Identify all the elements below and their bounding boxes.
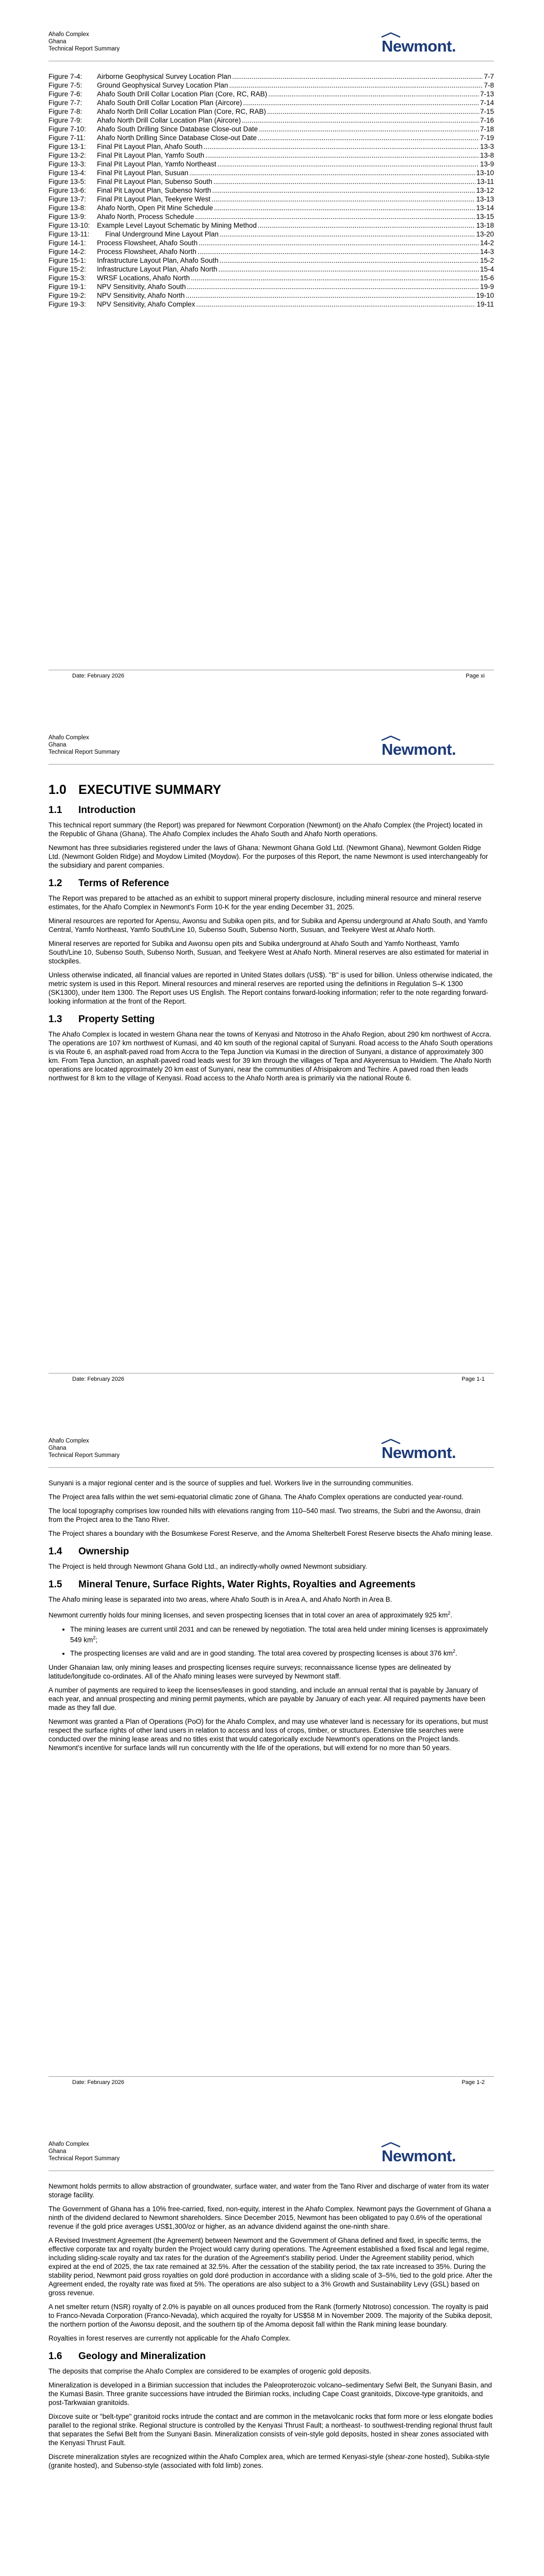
toc-dot-leader bbox=[199, 239, 479, 247]
toc-figure-number: Figure 13-1: bbox=[48, 143, 86, 150]
toc-figure-number: Figure 7-11: bbox=[48, 134, 86, 142]
toc-figure-title: Example Level Layout Schematic by Mining Method bbox=[97, 222, 257, 229]
toc-dot-leader bbox=[186, 291, 475, 300]
footer-page-number: Page xi bbox=[466, 673, 485, 679]
toc-page-number: 14-2 bbox=[480, 239, 494, 247]
toc-dot-leader bbox=[229, 81, 483, 90]
toc-entry[interactable] bbox=[48, 133, 494, 142]
toc-entry[interactable] bbox=[48, 265, 494, 274]
paragraph: A number of payments are required to keep the licenses/leases in good standing, and include an annual rental that is payable by January of each year, and annual prospecting and mining permit payments, which are payable by January of each year. All required payments have been made as they fall due. bbox=[48, 1686, 486, 1711]
toc-page-number: 13-10 bbox=[476, 169, 494, 177]
toc-dot-leader bbox=[268, 90, 479, 98]
logo-mark-icon bbox=[381, 736, 401, 741]
header-line-2: Ghana bbox=[48, 2148, 67, 2155]
toc-figure-number: Figure 13-8: bbox=[48, 204, 86, 212]
toc-dot-leader bbox=[214, 204, 475, 212]
page-3 bbox=[0, 1406, 544, 2110]
toc-entry[interactable] bbox=[48, 98, 494, 107]
toc-page-number: 19-11 bbox=[476, 300, 494, 308]
logo-mark-icon bbox=[381, 32, 401, 38]
paragraph: Newmont was granted a Plan of Operations (PoO) for the Ahafo Complex, and may use whatever land is necessary for its operations, but must respect the surface rights of other land users in relation to access and loss of crops, timber, or structures. Extensive title searches were conducted over the mining lease areas and no titles exist that would categorically exclude Newmont's operations on the Project lands. Newmont's incentive for surface lands will run concurrently with the life of the operations, but will extend for no more than 50 years. bbox=[48, 1717, 488, 1752]
toc-page-number: 7-19 bbox=[480, 134, 494, 142]
paragraph: Newmont currently holds four mining licenses, and seven prospecting licenses that in total cover an area of approximately 925 $km^2$. bbox=[48, 1611, 453, 1619]
toc-figure-title: Final Pit Layout Plan, Yamfo South bbox=[97, 151, 205, 159]
paragraph: The Ahafo Complex is located in western Ghana near the towns of Kenyasi and Ntotroso in the Ahafo Region, about 290 km northwest of Accra. The operations are 107 km northwest of Kumasi, and 40 km south of the regional capital of Sunyani. Road access to the Ahafo South operations is via Route 6, an asphalt-paved road from Accra to the Tepa Junction via Kumasi in the direction of Sunyani, a distance of approximately 300 km. From Tepa Junction, an asphalt-paved road leads west for 39 km through the villages of Tepa and Akyerensua to Hwidiem. The Ahafo North operations are located approximately 20 km east of Sunyani, near the communities of Afrisipakrom and Techire. A paved road then leads northwest for 8 km to the village of Kenyasi. Road access to the Ahafo North area is primarily via the national Route 6. bbox=[48, 1030, 493, 1082]
toc-dot-leader bbox=[217, 160, 479, 168]
toc-figure-number: Figure 7-9: bbox=[48, 116, 83, 124]
toc-entry[interactable] bbox=[48, 256, 494, 265]
paragraph: The Project is held through Newmont Ghana Gold Ltd., an indirectly-wholly owned Newmont subsidiary. bbox=[48, 1563, 368, 1570]
toc-figure-number: Figure 14-1: bbox=[48, 239, 86, 247]
toc-dot-leader bbox=[243, 98, 479, 107]
toc-page-number: 7-16 bbox=[480, 116, 494, 124]
page-header bbox=[48, 1437, 120, 1459]
toc-dot-leader bbox=[232, 72, 483, 81]
toc-dot-leader bbox=[189, 168, 475, 177]
toc-figure-title: Infrastructure Layout Plan, Ahafo South bbox=[97, 257, 219, 264]
header-line-2: Ghana bbox=[48, 742, 67, 748]
toc-figure-number: Figure 7-5: bbox=[48, 81, 83, 89]
page-header bbox=[48, 2141, 120, 2162]
toc-dot-leader bbox=[213, 177, 476, 186]
toc-figure-number: Figure 13-5: bbox=[48, 178, 86, 185]
toc-figure-title: Airborne Geophysical Survey Location Plan bbox=[97, 73, 232, 80]
header-line-1: Ahafo Complex bbox=[48, 735, 89, 741]
toc-entry[interactable] bbox=[48, 125, 494, 133]
paragraph: The Government of Ghana has a 10% free-carried, fixed, non-equity, interest in the Ahafo Complex. Newmont pays the Government of Ghana a ninth of the dividend declared to Newmont shareholders. Since December 2015, Newmont has been obligated to pay 0.6% of the operational revenue if the gold price averages US$1,300/oz or higher, as an advance dividend against the one-ninth share. bbox=[48, 2205, 491, 2230]
paragraph: A net smelter return (NSR) royalty of 2.0% is payable on all ounces produced from the Rank (formerly Ntotroso) concession. The royalty is paid to Franco-Nevada Corporation (Franco-Nevada), which acquired the royalty for US$58 M in November 2009. The majority of the Subika deposit, the northern portion of the Awonsu deposit, and the southern tip of the Amoma deposit fall within the Rank mining lease boundary. bbox=[48, 2303, 492, 2328]
header-line-3: Technical Report Summary bbox=[48, 2156, 120, 2162]
logo-mark-icon bbox=[381, 2142, 401, 2147]
paragraph: The Ahafo mining lease is separated into two areas, where Ahafo South is in Area A, and Ahafo North in Area B. bbox=[48, 1596, 392, 1603]
toc-figure-title: Ahafo North Drill Collar Location Plan (Aircore) bbox=[97, 116, 241, 124]
section-heading-1-2: 1.2 Terms of Reference bbox=[48, 878, 169, 889]
paragraph: Royalties in forest reserves are currently not applicable for the Ahafo Complex. bbox=[48, 2334, 291, 2342]
toc-entry[interactable] bbox=[48, 160, 494, 168]
toc-figure-title: Final Pit Layout Plan, Teekyere West bbox=[97, 195, 211, 203]
toc-page-number: 19-10 bbox=[476, 292, 494, 299]
footer-rule bbox=[48, 2076, 494, 2077]
toc-figure-title: Ground Geophysical Survey Location Plan bbox=[97, 81, 228, 89]
toc-dot-leader bbox=[220, 230, 475, 239]
toc-figure-number: Figure 7-7: bbox=[48, 99, 83, 107]
paragraph: Sunyani is a major regional center and is the source of supplies and fuel. Workers live in the surrounding communities. bbox=[48, 1479, 414, 1487]
toc-page-number: 13-8 bbox=[480, 151, 494, 159]
list-of-figures bbox=[48, 72, 494, 309]
footer-page-number: Page 1-2 bbox=[461, 2079, 485, 2086]
paragraph: Newmont holds permits to allow abstraction of groundwater, surface water, and water from the Tano River and discharge of water from its water storage facility. bbox=[48, 2182, 489, 2199]
footer-rule bbox=[48, 1373, 494, 1374]
footer-date: Date: February 2026 bbox=[72, 673, 124, 679]
page-body bbox=[48, 783, 494, 1088]
list-item: • The mining leases are current until 2031 and can be renewed by negotiation. The total area held under mining licenses is approximately 549 $km^2$; bbox=[70, 1625, 494, 1645]
section-heading-1-4: 1.4 Ownership bbox=[48, 1546, 129, 1557]
footer-date: Date: February 2026 bbox=[72, 2079, 124, 2086]
toc-entry[interactable] bbox=[48, 107, 494, 116]
toc-dot-leader bbox=[204, 142, 479, 151]
paragraph: The local topography comprises low rounded hills with elevations ranging from 110–540 masl. Two streams, the Subri and the Awonsu, drain from the Project area to the Tano River. bbox=[48, 1507, 481, 1523]
footer-date: Date: February 2026 bbox=[72, 1376, 124, 1382]
paragraph: Dixcove suite or "belt-type" granitoid rocks intrude the contact and are common in the metavolcanic rocks that form more or less elongate bodies parallel to the regional strike. Regional structure is controlled by the Kenyasi Thrust Fault; a northeast- to southwest-trending regional thrust fault that separates the Sefwi Belt from the Sunyani Basin. Mineralization consists of vein-style gold deposits, hosted in shear zones associated with the Kenyasi Thrust Fault. bbox=[48, 2413, 493, 2447]
toc-figure-number: Figure 13-7: bbox=[48, 195, 86, 203]
page-header bbox=[48, 31, 120, 53]
toc-figure-title: Infrastructure Layout Plan, Ahafo North bbox=[97, 265, 218, 273]
toc-dot-leader bbox=[211, 195, 475, 204]
header-line-1: Ahafo Complex bbox=[48, 31, 89, 38]
toc-page-number: 7-15 bbox=[480, 108, 494, 115]
toc-entry[interactable] bbox=[48, 274, 494, 282]
toc-figure-title: WRSF Locations, Ahafo North bbox=[97, 274, 190, 282]
toc-figure-number: Figure 13-10: bbox=[48, 222, 90, 229]
newmont-logo: Newmont. bbox=[382, 740, 456, 759]
newmont-logo: Newmont. bbox=[382, 2147, 456, 2165]
toc-entry[interactable] bbox=[48, 90, 494, 98]
toc-dot-leader bbox=[258, 133, 479, 142]
paragraph: Discrete mineralization styles are recognized within the Ahafo Complex area, which are termed Kenyasi-style (shear-zone hosted), Subika-style (granite hosted), and Subenso-style (associated with fold limb) zones. bbox=[48, 2453, 490, 2469]
toc-dot-leader bbox=[195, 212, 475, 221]
toc-figure-title: NPV Sensitivity, Ahafo North bbox=[97, 292, 185, 299]
paragraph: The Report was prepared to be attached as an exhibit to support mineral property disclosure, including mineral resource and mineral reserve estimates, for the Ahafo Complex in Newmont's Form 10-K for the year ending December 31, 2025. bbox=[48, 894, 482, 911]
toc-page-number: 7-7 bbox=[484, 73, 494, 80]
toc-dot-leader bbox=[191, 274, 479, 282]
toc-figure-title: Ahafo North, Process Schedule bbox=[97, 213, 194, 221]
toc-figure-number: Figure 13-11: bbox=[48, 230, 90, 238]
toc-figure-title: Final Pit Layout Plan, Subenso South bbox=[97, 178, 212, 185]
toc-page-number: 15-2 bbox=[480, 257, 494, 264]
toc-figure-number: Figure 7-6: bbox=[48, 90, 83, 98]
toc-entry[interactable] bbox=[48, 186, 494, 195]
toc-figure-title: Ahafo South Drill Collar Location Plan (Aircore) bbox=[97, 99, 242, 107]
toc-page-number: 14-3 bbox=[480, 248, 494, 256]
toc-figure-title: Ahafo South Drill Collar Location Plan (Core, RC, RAB) bbox=[97, 90, 268, 98]
toc-figure-number: Figure 15-3: bbox=[48, 274, 86, 282]
list-item: • The prospecting licenses are valid and are in good standing. The total area covered by prospecting licenses is about 376 $km^2$. bbox=[70, 1647, 494, 1658]
toc-entry[interactable] bbox=[48, 230, 494, 239]
toc-figure-number: Figure 14-2: bbox=[48, 248, 86, 256]
header-line-3: Technical Report Summary bbox=[48, 1452, 120, 1459]
toc-figure-number: Figure 7-4: bbox=[48, 73, 83, 80]
toc-dot-leader bbox=[197, 247, 479, 256]
logo-mark-icon bbox=[381, 1439, 401, 1444]
toc-figure-title: Ahafo North Drill Collar Location Plan (Core, RC, RAB) bbox=[97, 108, 266, 115]
toc-figure-number: Figure 13-2: bbox=[48, 151, 86, 159]
toc-entry[interactable] bbox=[48, 300, 494, 309]
toc-dot-leader bbox=[218, 265, 479, 274]
toc-figure-number: Figure 13-4: bbox=[48, 169, 86, 177]
section-heading-1-3: 1.3 Property Setting bbox=[48, 1014, 155, 1025]
footer-page-number: Page 1-1 bbox=[461, 1376, 485, 1382]
page-body bbox=[48, 1479, 494, 1757]
toc-page-number: 13-9 bbox=[480, 160, 494, 168]
toc-dot-leader bbox=[187, 282, 479, 291]
paragraph: Mineral resources are reported for Apensu, Awonsu and Subika open pits, and for Subika and Apensu underground at Ahafo South, and Yamfo Central, Yamfo Northeast, Yamfo South/Line 10, Subenso South, Subenso North, Susuan, and Teekyere West at Ahafo North. bbox=[48, 917, 488, 934]
toc-figure-title: Process Flowsheet, Ahafo South bbox=[97, 239, 198, 247]
toc-figure-number: Figure 7-10: bbox=[48, 125, 86, 133]
paragraph: Unless otherwise indicated, all financial values are reported in United States dollars (US$). "B" is used for billion. Unless otherwise indicated, the metric system is used in this Report. Mineral resources and mineral reserves are reported using the definitions in Regulation S–K 1300 (SK1300), under Item 1300. The Report uses US English. The Report contains forward-looking information; refer to the note regarding forward-looking information at the front of the Report. bbox=[48, 971, 493, 1005]
paragraph: A Revised Investment Agreement (the Agreement) between Newmont and the Government of Ghana defined and fixed, in specific terms, the effective corporate tax and royalty burden the Project would carry during operations. The Agreement established a fixed fiscal and legal regime, including sliding-scale royalty and tax rates for the duration of the Agreement's stability period. Under the Agreement stability period, which expired at the end of 2025, the tax rate remained at 32.5%. After the cessation of the stability period, the tax rate increased to 35%. During the stability period, Newmont paid gross royalties on gold doré production in accordance with a sliding scale of 3–5%, tied to the gold price. After the Agreement ended, the royalty rate was fixed at 5%. The operations are also subject to a 3% Growth and Sustainability Levy (GSL) based on gross revenue. bbox=[48, 2236, 492, 2297]
toc-entry[interactable] bbox=[48, 142, 494, 151]
toc-dot-leader bbox=[196, 300, 475, 309]
toc-page-number: 15-6 bbox=[480, 274, 494, 282]
section-heading-1-0: 1.0 EXECUTIVE SUMMARY bbox=[48, 783, 221, 797]
toc-dot-leader bbox=[259, 125, 479, 133]
toc-entry[interactable] bbox=[48, 221, 494, 230]
paragraph: Mineral reserves are reported for Subika and Awonsu open pits and Subika underground at Ahafo South and Yamfo Northeast, Yamfo South/Line 10, Subenso South, Subenso North, Susuan, and Teekyere West at Ahafo North. Mineral reserves are also estimated for material in stockpiles. bbox=[48, 940, 489, 965]
toc-figure-title: Final Pit Layout Plan, Subenso North bbox=[97, 187, 211, 194]
header-line-2: Ghana bbox=[48, 39, 67, 45]
toc-page-number: 13-18 bbox=[476, 222, 494, 229]
page-header bbox=[48, 734, 120, 756]
toc-entry[interactable] bbox=[48, 239, 494, 247]
page-body bbox=[48, 2182, 494, 2475]
toc-page-number: 13-13 bbox=[476, 195, 494, 203]
toc-entry[interactable] bbox=[48, 195, 494, 204]
toc-page-number: 7-8 bbox=[484, 81, 494, 89]
toc-dot-leader bbox=[212, 186, 475, 195]
toc-page-number: 7-18 bbox=[480, 125, 494, 133]
toc-figure-number: Figure 19-2: bbox=[48, 292, 86, 299]
header-line-1: Ahafo Complex bbox=[48, 1438, 89, 1444]
toc-figure-number: Figure 15-2: bbox=[48, 265, 86, 273]
section-heading-1-1: 1.1 Introduction bbox=[48, 805, 136, 816]
header-line-1: Ahafo Complex bbox=[48, 2141, 89, 2147]
toc-figure-number: Figure 19-1: bbox=[48, 283, 86, 291]
toc-figure-title: NPV Sensitivity, Ahafo South bbox=[97, 283, 186, 291]
toc-figure-title: Final Pit Layout Plan, Yamfo Northeast bbox=[97, 160, 217, 168]
paragraph: The Project shares a boundary with the Bosumkese Forest Reserve, and the Amoma Shelterbelt Forest Reserve bisects the Ahafo mining lease. bbox=[48, 1530, 493, 1537]
toc-entry[interactable] bbox=[48, 151, 494, 160]
toc-entry[interactable] bbox=[48, 291, 494, 300]
toc-figure-number: Figure 19-3: bbox=[48, 300, 86, 308]
header-line-3: Technical Report Summary bbox=[48, 749, 120, 755]
paragraph: Mineralization is developed in a Birimian succession that includes the Paleoproterozoic volcano–sedimentary Sefwi Belt, the Sunyani Basin, and the Kumasi Basin. Three granite successions have intruded the Birimian rocks, including Cape Coast granitoids, Dixcove-type granitoids, and post-Tarkwaian granitoids. bbox=[48, 2381, 492, 2406]
toc-figure-title: NPV Sensitivity, Ahafo Complex bbox=[97, 300, 195, 308]
toc-entry[interactable] bbox=[48, 212, 494, 221]
toc-figure-number: Figure 15-1: bbox=[48, 257, 86, 264]
toc-figure-title: Process Flowsheet, Ahafo North bbox=[97, 248, 196, 256]
toc-entry[interactable] bbox=[48, 204, 494, 212]
toc-page-number: 15-4 bbox=[480, 265, 494, 273]
toc-page-number: 13-20 bbox=[476, 230, 494, 238]
toc-page-number: 7-13 bbox=[480, 90, 494, 98]
toc-entry[interactable] bbox=[48, 81, 494, 90]
toc-page-number: 13-15 bbox=[476, 213, 494, 221]
paragraph: Under Ghanaian law, only mining leases and prospecting licenses require surveys; reconnaissance license types are delineated by latitude/longitude co-ordinates. All of the Ahafo mining leases were surveyed by Newmont staff. bbox=[48, 1663, 451, 1680]
paragraph: The deposits that comprise the Ahafo Complex are considered to be examples of orogenic gold deposits. bbox=[48, 2367, 371, 2375]
toc-page-number: 19-9 bbox=[480, 283, 494, 291]
toc-dot-leader bbox=[267, 107, 479, 116]
toc-dot-leader bbox=[258, 221, 475, 230]
bullet-list bbox=[48, 1625, 494, 1658]
toc-figure-number: Figure 7-8: bbox=[48, 108, 83, 115]
section-heading-1-5: 1.5 Mineral Tenure, Surface Rights, Water Rights, Royalties and Agreements bbox=[48, 1579, 416, 1590]
header-line-3: Technical Report Summary bbox=[48, 46, 120, 52]
header-rule bbox=[48, 764, 494, 765]
toc-entry[interactable] bbox=[48, 116, 494, 125]
paragraph: The Project area falls within the wet semi-equatorial climatic zone of Ghana. The Ahafo Complex operations are conducted year-round. bbox=[48, 1493, 464, 1501]
header-rule bbox=[48, 1467, 494, 1468]
paragraph: Newmont has three subsidiaries registered under the laws of Ghana: Newmont Ghana Gold Ltd. (Newmont Ghana), Newmont Golden Ridge Ltd. (Newmont Golden Ridge) and Moydow Limited (Moydow). For the purposes of this Report, the name Newmont is used interchangeably for the subsidiary and parent companies. bbox=[48, 844, 488, 869]
toc-figure-number: Figure 13-6: bbox=[48, 187, 86, 194]
toc-dot-leader bbox=[242, 116, 479, 125]
page-4 bbox=[0, 2110, 544, 2576]
toc-page-number: 13-12 bbox=[476, 187, 494, 194]
toc-page-number: 13-14 bbox=[476, 204, 494, 212]
toc-figure-title: Final Pit Layout Plan, Ahafo South bbox=[97, 143, 203, 150]
newmont-logo: Newmont. bbox=[382, 37, 456, 56]
page-2 bbox=[0, 703, 544, 1406]
toc-figure-title: Ahafo South Drilling Since Database Close-out Date bbox=[97, 125, 258, 133]
toc-dot-leader bbox=[220, 256, 479, 265]
toc-entry[interactable] bbox=[48, 282, 494, 291]
toc-entry[interactable] bbox=[48, 72, 494, 81]
toc-figure-title: Final Underground Mine Layout Plan bbox=[105, 230, 219, 238]
paragraph: This technical report summary (the Report) was prepared for Newmont Corporation (Newmont) on the Ahafo Complex (the Project) located in the Republic of Ghana (Ghana). The Ahafo Complex includes the Ahafo South and Ahafo North operations. bbox=[48, 821, 483, 838]
section-heading-1-6: 1.6 Geology and Mineralization bbox=[48, 2351, 206, 2362]
header-line-2: Ghana bbox=[48, 1445, 67, 1451]
toc-entry[interactable] bbox=[48, 168, 494, 177]
toc-figure-title: Ahafo North Drilling Since Database Close-out Date bbox=[97, 134, 257, 142]
page-1 bbox=[0, 0, 544, 703]
toc-figure-number: Figure 13-3: bbox=[48, 160, 86, 168]
toc-page-number: 7-14 bbox=[480, 99, 494, 107]
toc-dot-leader bbox=[205, 151, 479, 160]
toc-figure-title: Final Pit Layout Plan, Susuan bbox=[97, 169, 189, 177]
toc-figure-number: Figure 13-9: bbox=[48, 213, 86, 221]
toc-entry[interactable] bbox=[48, 247, 494, 256]
newmont-logo: Newmont. bbox=[382, 1444, 456, 1462]
toc-page-number: 13-11 bbox=[476, 178, 494, 185]
toc-figure-title: Ahafo North, Open Pit Mine Schedule bbox=[97, 204, 213, 212]
toc-page-number: 13-3 bbox=[480, 143, 494, 150]
toc-entry[interactable] bbox=[48, 177, 494, 186]
